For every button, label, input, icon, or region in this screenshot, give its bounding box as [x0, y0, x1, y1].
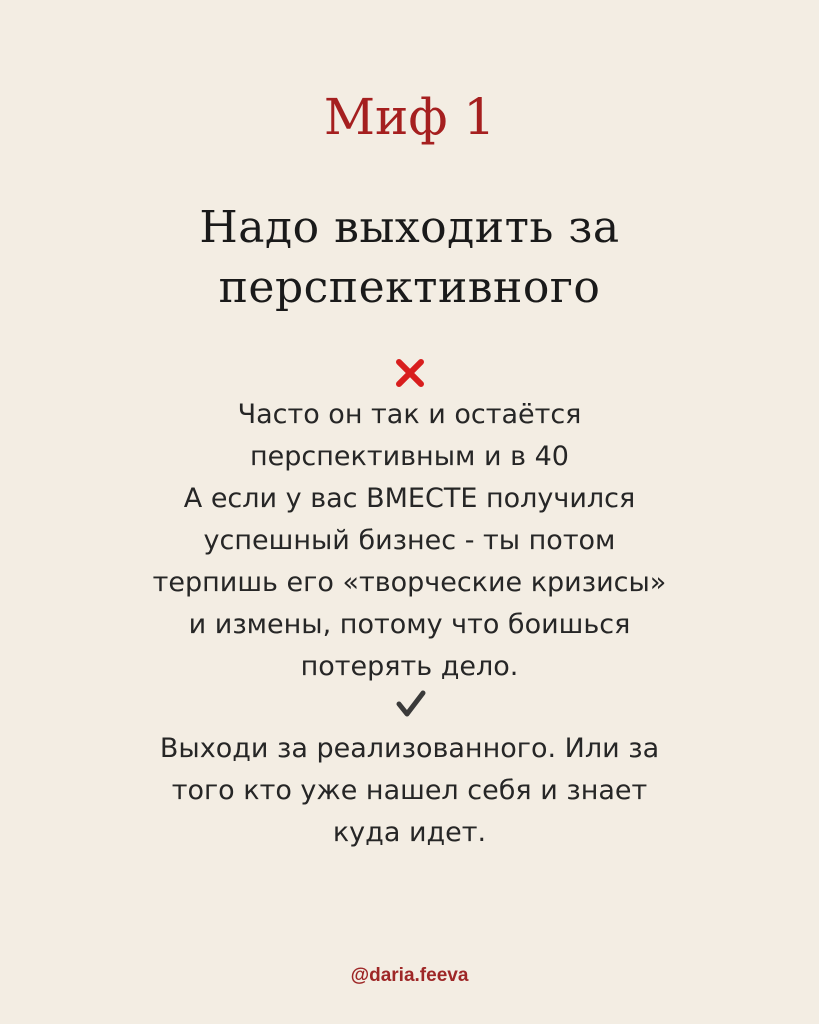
headline-line: перспективного [218, 262, 601, 313]
text-line: перспективным и в 40 [250, 441, 569, 472]
text-line: Часто он так и остаётся [237, 399, 582, 430]
myth-explanation [90, 394, 729, 688]
text-line: потерять дело. [300, 651, 519, 682]
text-line: Выходи за реализованного. Или за [159, 733, 660, 764]
advice-text [90, 728, 729, 854]
check-mark-icon [395, 689, 427, 719]
text-line: куда идет. [332, 817, 487, 848]
author-handle: @daria.feeva [350, 965, 469, 986]
headline [60, 198, 759, 318]
text-line: того кто уже нашел себя и знает [171, 775, 648, 806]
myth-title: Миф 1 [323, 88, 496, 146]
text-line: и измены, потому что боишься [188, 609, 631, 640]
text-line: А если у вас ВМЕСТЕ получился [183, 483, 636, 514]
text-line: терпишь его «творческие кризисы» [152, 567, 667, 598]
text-line: успешный бизнес - ты потом [203, 525, 616, 556]
headline-line: Надо выходить за [199, 202, 620, 253]
cross-mark-icon [393, 356, 427, 390]
